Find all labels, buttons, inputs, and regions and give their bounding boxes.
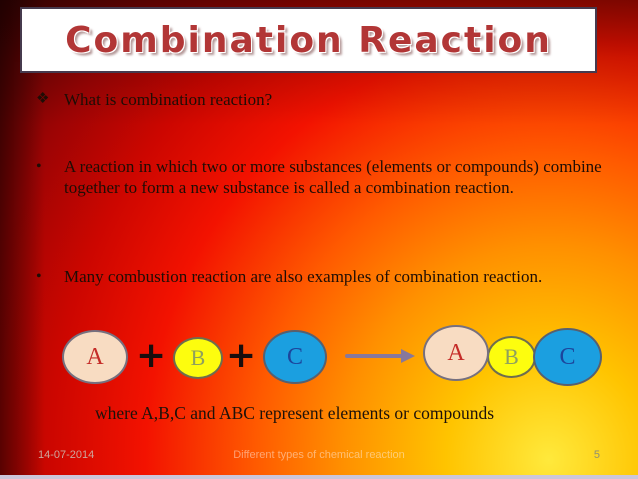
- bottom-edge-strip: [0, 475, 638, 479]
- page-title: Combination Reaction: [65, 19, 552, 61]
- reactant-label-a: A: [86, 343, 104, 370]
- footer-title: Different types of chemical reaction: [233, 449, 405, 461]
- reactant-label-b: B: [190, 345, 206, 370]
- product-label-b: B: [504, 344, 519, 369]
- slide-page-number: 5: [593, 449, 600, 461]
- reactant-label-c: C: [286, 343, 303, 370]
- plus-sign: +: [226, 335, 257, 376]
- product-label-c: C: [559, 343, 576, 370]
- reactant-circle-c: [263, 330, 327, 384]
- bullet-question-text: What is combination reaction?: [64, 90, 273, 109]
- product-circle-a: [423, 325, 489, 381]
- reactant-circle-b: [173, 337, 223, 379]
- bullet-combustion-text: Many combustion reaction are also examples of combination reaction.: [64, 267, 543, 286]
- plus-sign: +: [136, 335, 167, 376]
- arrow-shaft: [345, 354, 403, 358]
- arrow-head: [401, 349, 415, 363]
- slide-footer: [0, 449, 638, 465]
- dot-bullet-icon: •: [36, 158, 42, 175]
- title-banner: [20, 7, 597, 73]
- product-label-a: A: [447, 339, 465, 366]
- slide-date: 14-07-2014: [38, 449, 95, 461]
- dot-bullet-icon: •: [36, 268, 42, 285]
- product-circle-b: [487, 336, 536, 378]
- product-circle-c: [533, 328, 602, 386]
- bullet-definition: [36, 156, 602, 198]
- bullet-combustion: [36, 266, 616, 287]
- diagram-caption: where A,B,C and ABC represent elements or compounds: [95, 403, 495, 423]
- bullet-question: [36, 89, 596, 110]
- bullet-definition-text: A reaction in which two or more substances (elements or compounds) combine together to form a new substance is called a combination reaction.: [64, 157, 602, 197]
- reaction-arrow-icon: [345, 349, 415, 363]
- diamond-bullet-icon: ❖: [36, 91, 50, 107]
- reactant-circle-a: [62, 330, 128, 384]
